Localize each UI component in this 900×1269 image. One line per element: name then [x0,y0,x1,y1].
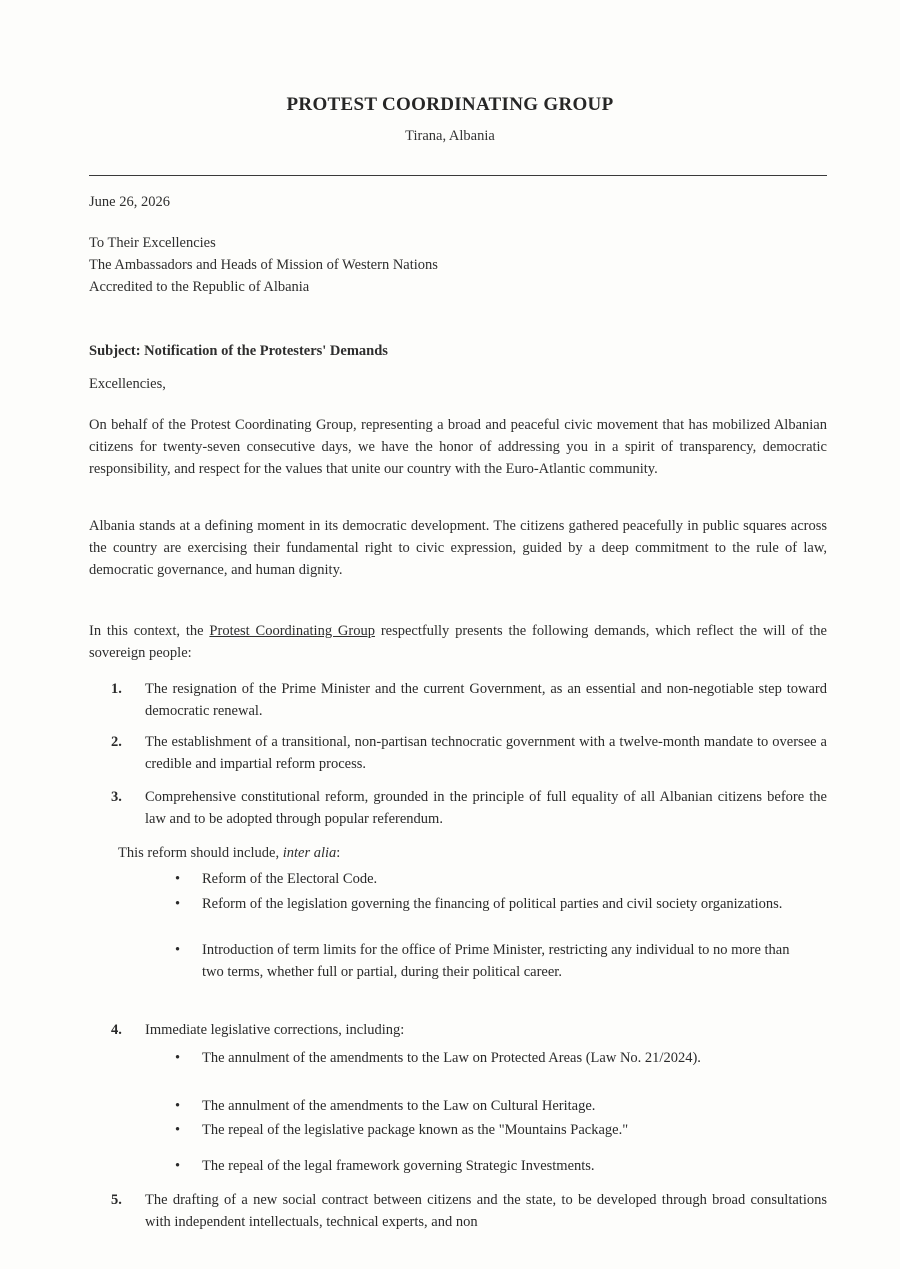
paragraph-1: On behalf of the Protest Coordinating Group, representing a broad and peaceful civic movement that has mobilized Albanian citizens for twenty-seven consecutive days, we have the honor of addressing you in a spirit of transparency, democratic responsibility, and respect for the values that unite our country with the Euro-Atlantic community. [89,417,827,477]
paragraph-3-before: In this context, the [89,623,210,639]
reform-intro-after: : [336,845,341,861]
letter-subject: Subject: Notification of the Protesters' Demands [89,343,388,359]
salutation: Excellencies, [89,376,166,392]
paragraph-3-after: respectfully presents the following demands, which reflect the will of the sovereign people: [89,623,827,661]
demand-5-text: The drafting of a new social contract between citizens and the state, to be developed through broad consultations with independent intellectuals, technical experts, and non [145,1192,827,1230]
legislative-bullet-3: The repeal of the legislative package known as the "Mountains Package." [202,1122,629,1138]
demand-1-text: The resignation of the Prime Minister and the current Government, as an essential and non-negotiable step toward democratic renewal. [145,681,827,719]
reform-bullet-1: Reform of the Electoral Code. [202,871,378,887]
recipient-line-2: The Ambassadors and Heads of Mission of Western Nations [89,257,438,273]
organization-location: Tirana, Albania [405,128,495,144]
demand-3-number: 3. [111,789,122,805]
demand-4-number: 4. [111,1022,122,1038]
bullet-icon: • [175,896,181,912]
bullet-icon: • [175,1098,181,1114]
header-divider [89,175,827,176]
reform-intro [118,842,340,864]
demand-2-text: The establishment of a transitional, non-partisan technocratic government with a twelve-month mandate to oversee a credible and impartial reform process. [145,734,827,772]
reform-intro-italic: inter alia [282,845,337,861]
demand-3-text: Comprehensive constitutional reform, grounded in the principle of full equality of all Albanian citizens before the law and to be adopted through popular referendum. [145,789,827,827]
reform-bullet-3: Introduction of term limits for the office of Prime Minister, restricting any individual to no more than two terms, whether full or partial, during their political career. [202,942,790,980]
organization-name: PROTEST COORDINATING GROUP [286,94,614,115]
bullet-icon: • [175,871,181,887]
paragraph-2: Albania stands at a defining moment in its democratic development. The citizens gathered peacefully in public squares across the country are exercising their fundamental right to civic expression, guided by a deep commitment to the rule of law, democratic governance, and human dignity. [89,518,827,578]
demand-1-number: 1. [111,681,122,697]
reform-bullet-2: Reform of the legislation governing the financing of political parties and civil society organizations. [202,896,783,912]
bullet-icon: • [175,1122,181,1138]
demand-2-number: 2. [111,734,122,750]
demand-4-text: Immediate legislative corrections, including: [145,1022,405,1038]
bullet-icon: • [175,942,181,958]
paragraph-3 [89,620,827,664]
letter-date: June 26, 2026 [89,194,170,210]
recipient-line-3: Accredited to the Republic of Albania [89,279,310,295]
legislative-bullet-2: The annulment of the amendments to the Law on Cultural Heritage. [202,1098,596,1114]
legislative-bullet-1: The annulment of the amendments to the Law on Protected Areas (Law No. 21/2024). [202,1050,701,1066]
bullet-icon: • [175,1050,181,1066]
reform-intro-before: This reform should include, [118,845,283,861]
legislative-bullet-4: The repeal of the legal framework governing Strategic Investments. [202,1158,595,1174]
coordinating-group-link[interactable]: Protest Coordinating Group [209,623,375,639]
bullet-icon: • [175,1158,181,1174]
demand-5-number: 5. [111,1192,122,1208]
recipient-line-1: To Their Excellencies [89,235,216,251]
